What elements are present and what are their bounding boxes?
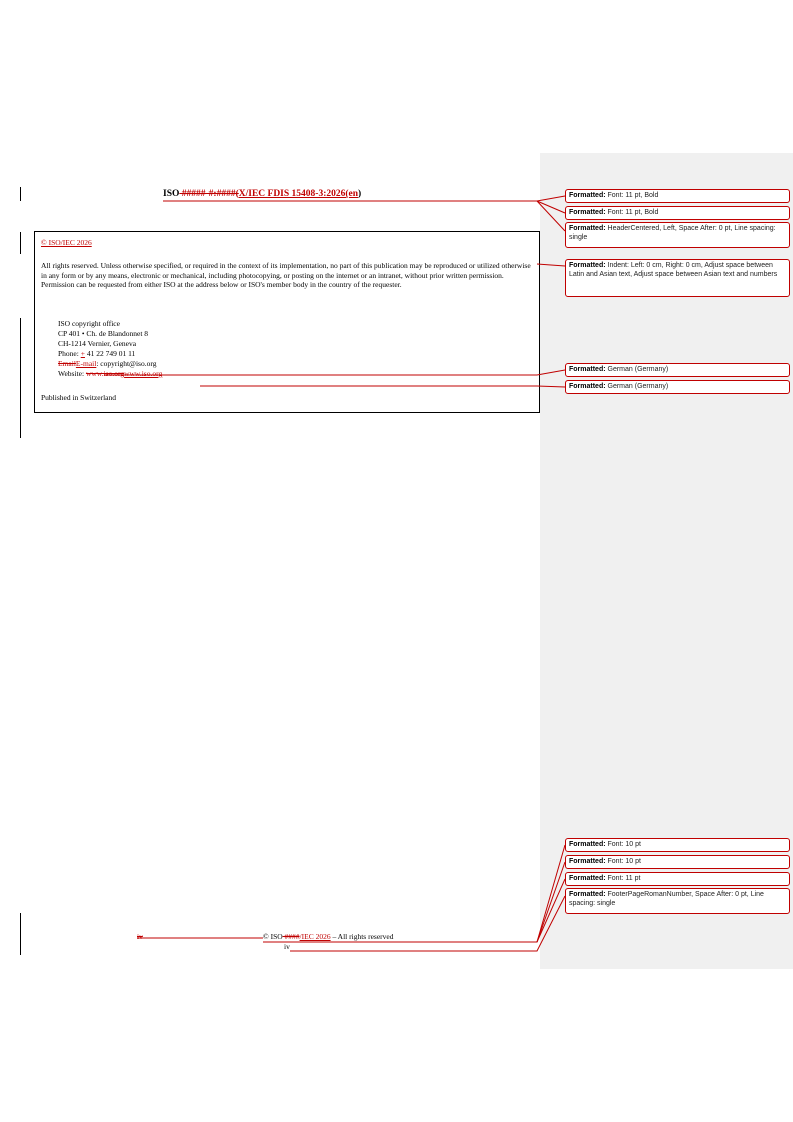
connector-footer-3 <box>537 879 565 942</box>
comment-text: Font: 10 pt <box>605 841 641 848</box>
comment-balloon[interactable] <box>565 872 790 886</box>
comment-balloon[interactable] <box>565 380 790 394</box>
comment-text: German (Germany) <box>605 366 669 373</box>
connector-footer-1 <box>263 845 565 942</box>
comment-text: Font: 11 pt, Bold <box>605 192 659 199</box>
connector-header <box>163 196 565 201</box>
header-prefix: ISO <box>163 189 180 199</box>
comment-label: Formatted: <box>569 875 606 882</box>
comment-balloon[interactable] <box>565 189 790 203</box>
email-address: : copyright@iso.org <box>96 359 157 368</box>
website-inserted: www.iso.org <box>124 369 163 378</box>
header-suffix: ) <box>358 189 362 199</box>
comment-balloon[interactable] <box>565 206 790 220</box>
comment-label: Formatted: <box>569 262 606 269</box>
phone-number: 41 22 749 01 11 <box>84 349 136 358</box>
comment-label: Formatted: <box>569 891 606 898</box>
connector-footer-2 <box>537 862 565 942</box>
footer-deleted-page-number: iv <box>137 932 143 941</box>
phone-label: Phone: <box>58 349 81 358</box>
email-inserted: E-mail <box>75 359 97 368</box>
comment-balloon[interactable] <box>565 222 790 248</box>
connector-rights <box>537 264 565 266</box>
comment-text: Font: 10 pt <box>605 858 641 865</box>
comment-balloon[interactable] <box>565 259 790 297</box>
footer-copy-inserted: /IEC 2026 <box>299 932 331 941</box>
footer-page-number: iv <box>284 942 290 951</box>
phone-inserted: + <box>80 349 85 358</box>
connector-website <box>200 386 565 387</box>
comment-label: Formatted: <box>569 192 606 199</box>
copyright-year: © ISO/IEC 2026 <box>41 238 92 247</box>
website-label: Website: <box>58 369 86 378</box>
header-inserted-text: X/IEC FDIS 15408-3:2026(en <box>238 189 359 199</box>
address-line-2: CH-1214 Vernier, Geneva <box>58 339 137 348</box>
comment-balloon[interactable] <box>565 855 790 869</box>
comment-label: Formatted: <box>569 225 606 232</box>
published-in: Published in Switzerland <box>41 393 116 402</box>
footer-copy-suffix: – All rights reserved <box>330 932 394 941</box>
connector-header-3 <box>537 201 565 231</box>
rights-text: All rights reserved. Unless otherwise specified, or required in the context of its implementation, no part of this publication may be reproduced or utilized otherwise in any form or by any means, electronic or mechanical, including photocopying, or posting on the internet or an intranet, without prior written permission. Permission can be requested from either ISO at the address below or ISO's member body in the country of the requester. <box>41 261 531 289</box>
copyright-office: ISO copyright office <box>58 319 120 328</box>
comment-text: Indent: Left: 0 cm, Right: 0 cm, Adjust space between Latin and Asian text, Adjust space between Asian text and numbers <box>569 262 778 278</box>
address-line-1: CP 401 • Ch. de Blandonnet 8 <box>58 329 149 338</box>
comment-text: Font: 11 pt <box>605 875 641 882</box>
comment-label: Formatted: <box>569 383 606 390</box>
comment-text: German (Germany) <box>605 383 669 390</box>
footer-copy-prefix: © ISO <box>263 932 283 941</box>
header-deleted-text: #####-#:####( <box>179 189 239 199</box>
connector-footer-4 <box>290 896 565 951</box>
comment-label: Formatted: <box>569 366 606 373</box>
comment-text: FooterPageRomanNumber, Space After: 0 pt, Line spacing: single <box>569 891 764 907</box>
comment-balloon[interactable] <box>565 363 790 377</box>
footer-copy-deleted: #### <box>282 932 300 941</box>
website-deleted: www.iso.org <box>85 369 125 378</box>
comment-text: HeaderCentered, Left, Space After: 0 pt, Line spacing: single <box>569 225 776 241</box>
comment-text: Font: 11 pt, Bold <box>605 209 659 216</box>
comment-label: Formatted: <box>569 209 606 216</box>
connector-header-2 <box>537 201 565 213</box>
comment-balloon[interactable] <box>565 888 790 914</box>
comment-balloon[interactable] <box>565 838 790 852</box>
connector-email <box>104 370 565 375</box>
comment-label: Formatted: <box>569 858 606 865</box>
comment-label: Formatted: <box>569 841 606 848</box>
email-deleted: Email <box>58 359 76 368</box>
